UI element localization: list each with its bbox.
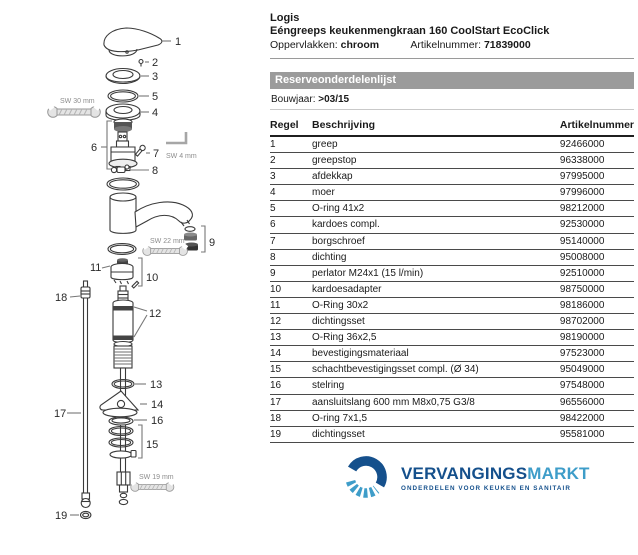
callout-12: 12 (149, 308, 162, 320)
cell-artikelnummer: 98186000 (560, 297, 634, 313)
sw4-label: SW 4 mm (166, 153, 197, 160)
table-row (270, 136, 634, 153)
cell-regel: 8 (270, 249, 312, 265)
table-row (270, 378, 634, 394)
document-content (270, 12, 634, 443)
allen-key-sw4-icon (166, 132, 186, 143)
table-row (270, 201, 634, 217)
cell-artikelnummer: 98190000 (560, 330, 634, 346)
part-kardoes (109, 119, 137, 171)
shaft-bottom (117, 472, 130, 505)
cell-beschrijving: dichtingsset (312, 314, 560, 330)
callout-13: 13 (150, 379, 163, 391)
part-kardoesadapter (108, 244, 139, 288)
build-year-label: Bouwjaar: (271, 94, 316, 105)
cell-artikelnummer: 97996000 (560, 185, 634, 201)
cell-artikelnummer: 98422000 (560, 410, 634, 426)
cell-regel: 1 (270, 136, 312, 153)
column-header-artikelnummer: Artikelnummer (560, 117, 634, 136)
cell-beschrijving: schachtbevestigingsset compl. (Ø 34) (312, 362, 560, 378)
cell-beschrijving: perlator M24x1 (15 l/min) (312, 265, 560, 281)
cell-beschrijving: stelring (312, 378, 560, 394)
parts-table-body (270, 136, 634, 442)
cell-regel: 4 (270, 185, 312, 201)
table-row (270, 169, 634, 185)
cell-regel: 7 (270, 233, 312, 249)
logo-text (401, 465, 590, 492)
callout-11: 11 (90, 262, 102, 274)
callout-10: 10 (146, 272, 159, 284)
product-title: Eéngreeps keukenmengkraan 160 CoolStart EcoClick (270, 25, 550, 37)
exploded-diagram (0, 0, 268, 550)
cell-regel: 11 (270, 297, 312, 313)
part-dichtingsset-19 (81, 511, 91, 518)
table-row (270, 185, 634, 201)
header-divider (270, 58, 634, 59)
cell-beschrijving: O-ring 41x2 (312, 201, 560, 217)
cell-beschrijving: dichtingsset (312, 426, 560, 442)
wrench-sw19-icon (130, 480, 175, 492)
callout-9: 9 (209, 237, 216, 249)
logo-wordmark (401, 465, 590, 482)
callout-8: 8 (152, 165, 159, 177)
cell-artikelnummer: 98702000 (560, 314, 634, 330)
artnr-label: Artikelnummer: (410, 39, 482, 51)
surface-value: chroom (340, 39, 380, 51)
cell-regel: 5 (270, 201, 312, 217)
cell-regel: 19 (270, 426, 312, 442)
callout-7: 7 (153, 148, 160, 160)
vervangingsmarkt-logo (341, 451, 590, 505)
cell-artikelnummer: 95008000 (560, 249, 634, 265)
part-oring-41x2 (108, 90, 138, 102)
parts-table (270, 117, 634, 443)
cell-artikelnummer: 92510000 (560, 265, 634, 281)
callout-18: 18 (55, 292, 68, 304)
cell-beschrijving: kardoes compl. (312, 217, 560, 233)
part-stelring (109, 417, 133, 425)
callout-5: 5 (152, 91, 159, 103)
logo-wordmark-part1: VERVANGINGS (401, 463, 528, 483)
column-header-regel: Regel (270, 117, 312, 136)
cell-beschrijving: afdekkap (312, 169, 560, 185)
table-row (270, 297, 634, 313)
column-header-beschrijving: Beschrijving (312, 117, 560, 136)
cell-artikelnummer: 97523000 (560, 346, 634, 362)
cell-regel: 3 (270, 169, 312, 185)
cell-artikelnummer: 98212000 (560, 201, 634, 217)
cell-artikelnummer: 97548000 (560, 378, 634, 394)
cell-beschrijving: O-Ring 36x2,5 (312, 330, 560, 346)
table-row (270, 265, 634, 281)
sw22-label: SW 22 mm (150, 238, 185, 245)
cell-regel: 16 (270, 378, 312, 394)
part-aansluitslang (81, 281, 90, 508)
cell-regel: 2 (270, 153, 312, 169)
cell-beschrijving: greep (312, 136, 560, 153)
wrench-sw30-icon (47, 103, 102, 117)
table-row (270, 346, 634, 362)
cell-regel: 18 (270, 410, 312, 426)
cell-regel: 10 (270, 281, 312, 297)
logo-wordmark-part2: MARKT (527, 463, 590, 483)
cell-beschrijving: borgschroef (312, 233, 560, 249)
callout-15: 15 (146, 439, 159, 451)
build-year-row (270, 89, 634, 110)
callout-16: 16 (151, 415, 164, 427)
cell-regel: 14 (270, 346, 312, 362)
cell-beschrijving: moer (312, 185, 560, 201)
callout-1: 1 (175, 36, 182, 48)
cell-beschrijving: aansluitslang 600 mm M8x0,75 G3/8 (312, 394, 560, 410)
table-row (270, 330, 634, 346)
cell-regel: 13 (270, 330, 312, 346)
part-moer (106, 104, 140, 120)
wrench-sw22-icon (142, 243, 188, 255)
cell-beschrijving: dichting (312, 249, 560, 265)
cell-regel: 6 (270, 217, 312, 233)
section-title-bar: Reserveonderdelenlijst (270, 72, 634, 89)
faucet-exploded-view-svg (0, 0, 268, 550)
table-row (270, 233, 634, 249)
cell-regel: 15 (270, 362, 312, 378)
cell-artikelnummer: 95049000 (560, 362, 634, 378)
table-row (270, 217, 634, 233)
cell-artikelnummer: 98750000 (560, 281, 634, 297)
callout-17: 17 (54, 408, 67, 420)
surface-label: Oppervlakken: (270, 39, 338, 51)
part-handle (104, 28, 162, 56)
table-row (270, 153, 634, 169)
cell-artikelnummer: 96556000 (560, 394, 634, 410)
table-row (270, 314, 634, 330)
callout-2: 2 (152, 57, 159, 69)
product-meta (270, 39, 634, 52)
artnr-value: 71839000 (483, 39, 531, 51)
cell-artikelnummer: 92530000 (560, 217, 634, 233)
cell-beschrijving: greepstop (312, 153, 560, 169)
cell-regel: 17 (270, 394, 312, 410)
part-afdekkap (106, 69, 140, 84)
table-row (270, 249, 634, 265)
cell-regel: 12 (270, 314, 312, 330)
callout-19: 19 (55, 510, 68, 522)
part-bevestigingsmateriaal (100, 391, 138, 417)
cell-artikelnummer: 97995000 (560, 169, 634, 185)
cell-artikelnummer: 96338000 (560, 153, 634, 169)
part-borgschroef (134, 144, 146, 157)
build-year-value: >03/15 (318, 94, 350, 105)
parts-table-header (270, 117, 634, 136)
table-row (270, 410, 634, 426)
table-row (270, 394, 634, 410)
brand-name: Logis (270, 12, 300, 24)
cell-beschrijving: bevestigingsmateriaal (312, 346, 560, 362)
callout-14: 14 (151, 399, 164, 411)
sw30-label: SW 30 mm (60, 98, 95, 105)
callout-3: 3 (152, 71, 159, 83)
callout-6: 6 (91, 142, 98, 154)
sw19-label: SW 19 mm (139, 474, 174, 481)
cell-artikelnummer: 95581000 (560, 426, 634, 442)
cell-beschrijving: O-ring 7x1,5 (312, 410, 560, 426)
cell-beschrijving: O-Ring 30x2 (312, 297, 560, 313)
callout-4: 4 (152, 107, 159, 119)
cell-artikelnummer: 95140000 (560, 233, 634, 249)
table-row (270, 362, 634, 378)
cell-beschrijving: kardoesadapter (312, 281, 560, 297)
logo-tagline: ONDERDELEN VOOR KEUKEN EN SANITAIR (401, 484, 571, 492)
logo-swirl-icon (341, 451, 393, 505)
table-row (270, 426, 634, 442)
table-row (270, 281, 634, 297)
cell-artikelnummer: 92466000 (560, 136, 634, 153)
faucet-body (110, 193, 192, 233)
cell-regel: 9 (270, 265, 312, 281)
part-greepstop (139, 60, 143, 67)
